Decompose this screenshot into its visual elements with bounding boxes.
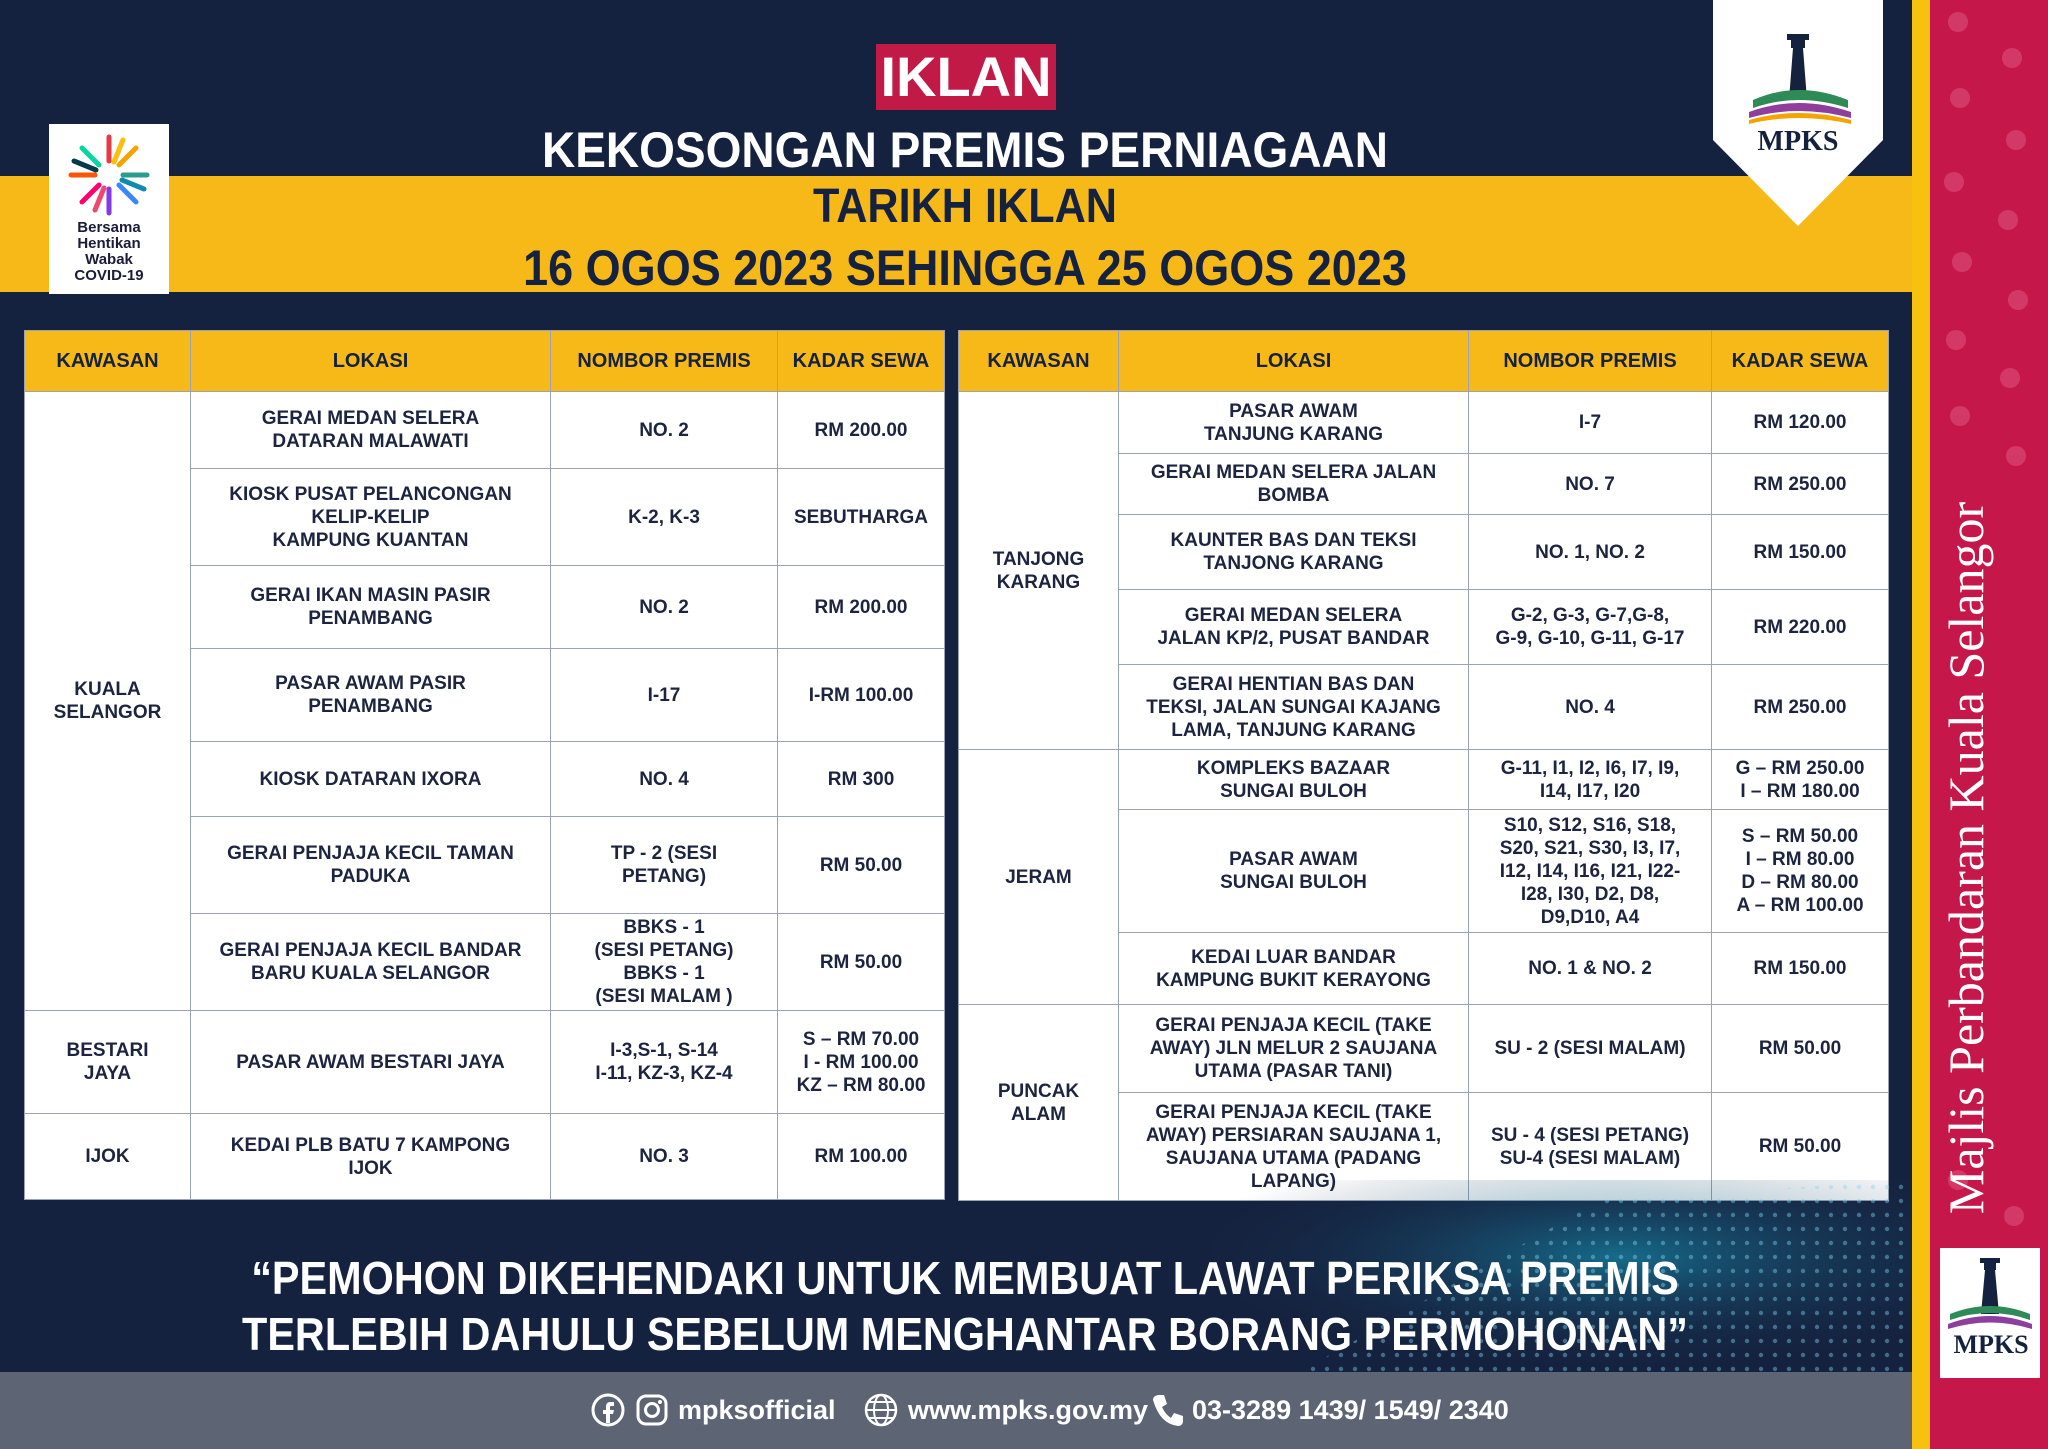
location-cell: KEDAI LUAR BANDAR KAMPUNG BUKIT KERAYONG <box>1119 933 1469 1005</box>
location-cell: GERAI MEDAN SELERA DATARAN MALAWATI <box>191 392 551 469</box>
rent-cell: SEBUTHARGA <box>778 469 945 566</box>
location-cell: GERAI HENTIAN BAS DAN TEKSI, JALAN SUNGAI KAJANG LAMA, TANJUNG KARANG <box>1119 665 1469 750</box>
premise-cell: NO. 2 <box>551 392 778 469</box>
mpks-badge-shape <box>1713 0 1883 226</box>
location-cell: GERAI MEDAN SELERA JALAN KP/2, PUSAT BANDAR <box>1119 590 1469 665</box>
rent-cell: I-RM 100.00 <box>778 649 945 742</box>
area-cell: PUNCAK ALAM <box>959 1005 1119 1201</box>
covid-logo-text: Bersama Hentikan Wabak COVID-19 <box>74 219 144 284</box>
headline: KEKOSONGAN PREMIS PERNIAGAAN <box>542 122 1388 178</box>
premise-cell: SU - 2 (SESI MALAM) <box>1469 1005 1712 1093</box>
column-header: LOKASI <box>1119 331 1469 392</box>
date-range: 16 OGOS 2023 SEHINGGA 25 OGOS 2023 <box>523 240 1407 296</box>
table-row <box>25 1114 945 1200</box>
iklan-badge: IKLAN <box>876 44 1056 110</box>
burst-icon <box>59 130 159 220</box>
covid-campaign-logo <box>49 124 169 294</box>
table-header-row <box>25 331 945 392</box>
column-header: NOMBOR PREMIS <box>551 331 778 392</box>
location-cell: GERAI MEDAN SELERA JALAN BOMBA <box>1119 454 1469 515</box>
side-logo-label: MPKS <box>1953 1330 2029 1359</box>
rent-cell: RM 300 <box>778 742 945 817</box>
social-handle: mpksofficial <box>678 1394 836 1425</box>
rent-cell: RM 150.00 <box>1712 933 1889 1005</box>
rent-cell: RM 50.00 <box>1712 1093 1889 1201</box>
facebook-icon <box>590 1392 626 1428</box>
premise-cell: G-2, G-3, G-7,G-8, G-9, G-10, G-11, G-17 <box>1469 590 1712 665</box>
area-cell: BESTARI JAYA <box>25 1011 191 1114</box>
rent-cell: RM 100.00 <box>778 1114 945 1200</box>
area-cell: JERAM <box>959 750 1119 1005</box>
phone-icon <box>1150 1391 1184 1429</box>
table-right <box>958 330 1889 1201</box>
premise-cell: NO. 3 <box>551 1114 778 1200</box>
column-header: KAWASAN <box>25 331 191 392</box>
location-cell: KEDAI PLB BATU 7 KAMPONG IJOK <box>191 1114 551 1200</box>
org-name-vertical: Majlis Perbandaran Kuala Selangor <box>1938 501 1994 1215</box>
location-cell: KOMPLEKS BAZAAR SUNGAI BULOH <box>1119 750 1469 810</box>
location-cell: GERAI PENJAJA KECIL (TAKE AWAY) JLN MELUR 2 SAUJANA UTAMA (PASAR TANI) <box>1119 1005 1469 1093</box>
rent-cell: RM 250.00 <box>1712 454 1889 515</box>
column-header: KAWASAN <box>959 331 1119 392</box>
table-row <box>25 1011 945 1114</box>
rent-cell: RM 50.00 <box>778 817 945 914</box>
area-cell: IJOK <box>25 1114 191 1200</box>
premise-cell: TP - 2 (SESI PETANG) <box>551 817 778 914</box>
column-header: KADAR SEWA <box>778 331 945 392</box>
rent-cell: G – RM 250.00 I – RM 180.00 <box>1712 750 1889 810</box>
rent-cell: RM 200.00 <box>778 566 945 649</box>
table-row <box>25 392 945 469</box>
column-header: NOMBOR PREMIS <box>1469 331 1712 392</box>
premise-cell: NO. 1 & NO. 2 <box>1469 933 1712 1005</box>
location-cell: GERAI PENJAJA KECIL TAMAN PADUKA <box>191 817 551 914</box>
rent-cell: RM 120.00 <box>1712 392 1889 454</box>
phone-number: 03-3289 1439/ 1549/ 2340 <box>1192 1394 1509 1425</box>
rent-cell: S – RM 70.00 I - RM 100.00 KZ – RM 80.00 <box>778 1011 945 1114</box>
area-cell: KUALA SELANGOR <box>25 392 191 1011</box>
rent-cell: RM 200.00 <box>778 392 945 469</box>
rent-cell: RM 150.00 <box>1712 515 1889 590</box>
location-cell: KIOSK DATARAN IXORA <box>191 742 551 817</box>
premise-cell: SU - 4 (SESI PETANG) SU-4 (SESI MALAM) <box>1469 1093 1712 1201</box>
premise-cell: NO. 7 <box>1469 454 1712 515</box>
rent-cell: RM 50.00 <box>1712 1005 1889 1093</box>
location-cell: GERAI PENJAJA KECIL (TAKE AWAY) PERSIARAN SAUJANA 1, SAUJANA UTAMA (PADANG <box>1119 1093 1469 1201</box>
table-row <box>959 392 1889 454</box>
area-cell: TANJONG KARANG <box>959 392 1119 750</box>
premise-cell: G-11, I1, I2, I6, I7, I9, I14, I17, I20 <box>1469 750 1712 810</box>
location-cell: GERAI PENJAJA KECIL BANDAR BARU KUALA SELANGOR <box>191 914 551 1011</box>
mpks-badge-label: MPKS <box>1757 126 1839 157</box>
table-row <box>959 1005 1889 1093</box>
closing-note: “PEMOHON DIKEHENDAKI UNTUK MEMBUAT LAWAT PERIKSA PREMIS TERLEBIH DAHULU SEBELUM MENGHANTAR BORANG PERMOHONAN” <box>242 1252 1688 1360</box>
location-cell: GERAI IKAN MASIN PASIR PENAMBANG <box>191 566 551 649</box>
rent-cell: RM 220.00 <box>1712 590 1889 665</box>
premise-cell: NO. 4 <box>551 742 778 817</box>
premise-cell: I-17 <box>551 649 778 742</box>
column-header: KADAR SEWA <box>1712 331 1889 392</box>
column-header: LOKASI <box>191 331 551 392</box>
premise-cell: K-2, K-3 <box>551 469 778 566</box>
table-row <box>959 750 1889 810</box>
premise-cell: S10, S12, S16, S18, S20, S21, S30, I3, I7, I12, I14, I16, I21, I22- I28, I30, D2, D8, D9,D10, A4 <box>1469 810 1712 933</box>
premise-cell: I-3,S-1, S-14 I-11, KZ-3, KZ-4 <box>551 1011 778 1114</box>
location-cell: KAUNTER BAS DAN TEKSI TANJONG KARANG <box>1119 515 1469 590</box>
phone-link[interactable] <box>1150 1390 1509 1430</box>
location-cell: PASAR AWAM SUNGAI BULOH <box>1119 810 1469 933</box>
location-cell: PASAR AWAM TANJUNG KARANG <box>1119 392 1469 454</box>
table-left <box>24 330 945 1200</box>
premise-cell: I-7 <box>1469 392 1712 454</box>
table-header-row <box>959 331 1889 392</box>
location-cell: KIOSK PUSAT PELANCONGAN KELIP-KELIP KAMPUNG KUANTAN <box>191 469 551 566</box>
social-link[interactable] <box>590 1390 836 1430</box>
premise-cell: NO. 2 <box>551 566 778 649</box>
location-cell: PASAR AWAM BESTARI JAYA <box>191 1011 551 1114</box>
premise-cell: BBKS - 1 (SESI PETANG) BBKS - 1 (SESI MALAM ) <box>551 914 778 1011</box>
globe-icon <box>862 1391 900 1429</box>
footer-bar <box>0 1372 1912 1449</box>
instagram-icon <box>634 1392 670 1428</box>
date-title: TARIKH IKLAN <box>813 180 1117 233</box>
website-link[interactable] <box>862 1390 1148 1430</box>
mpks-badge <box>1713 0 1883 226</box>
premise-cell: NO. 4 <box>1469 665 1712 750</box>
rent-cell: RM 50.00 <box>778 914 945 1011</box>
premise-cell: NO. 1, NO. 2 <box>1469 515 1712 590</box>
rent-cell: S – RM 50.00 I – RM 80.00 D – RM 80.00 A – RM 100.00 <box>1712 810 1889 933</box>
website-url: www.mpks.gov.my <box>908 1394 1149 1425</box>
rent-cell: RM 250.00 <box>1712 665 1889 750</box>
location-cell: PASAR AWAM PASIR PENAMBANG <box>191 649 551 742</box>
